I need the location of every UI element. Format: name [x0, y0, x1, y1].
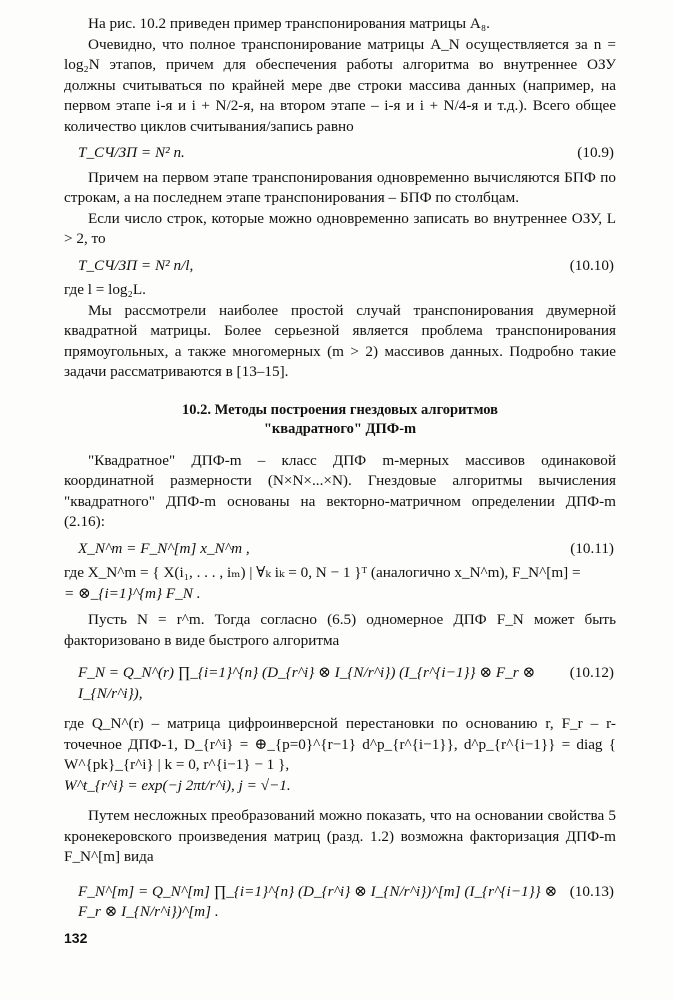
equation-formula: T_СЧ/ЗП = N² n/l,	[78, 256, 194, 274]
formula-twiddle: W^t_{r^i} = exp(−j 2πt/r^i), j = √−1.	[64, 776, 291, 794]
page-number: 132	[64, 930, 88, 946]
equation-10-11	[64, 539, 616, 560]
paragraph-transpose-stages: Очевидно, что полное транспонирование матрицы A_N осуществляется за n = log₂N этапов, причем для обеспечения работы алгоритма во внутреннее ОЗУ должны считываться по крайней мере две строки массива данных (например, на первом этапе i-я и i + N/2-я, на втором этапе – i-я и i + N/4-я и т.д.). Всего общее количество циклов считывания/запись равно	[64, 35, 616, 135]
equation-10-10	[64, 256, 616, 277]
equation-number: (10.13)	[569, 882, 614, 900]
formula-kronecker-product: = ⊗_{i=1}^{m} F_N .	[64, 584, 201, 602]
equation-number: (10.9)	[577, 144, 614, 161]
paragraph-where-q: где Q_N^(r) – матрица цифроинверсной перестановки по основанию r, F_r – r-точечное ДПФ-1, D_{r^i} = ⊕_{p=0}^{r−1} d^p_{r^{i−1}}, d^p_{r^{i−1}} = diag { W^{pk}_{r^i} | k = 0, r^{i−1} − 1 },	[64, 715, 616, 773]
paragraph-factorization: Путем несложных преобразований можно показать, что на основании свойства 5 кронекеровского произведения матриц (разд. 1.2) возможна факторизация ДПФ-m F_N^[m] вида	[64, 807, 616, 865]
equation-formula: F_N^[m] = Q_N^[m] ∏_{i=1}^{n} (D_{r^i} ⊗ I_{N/r^i})^[m] (I_{r^{i−1}} ⊗ F_r ⊗ I_{N/r^i})^[m] .	[78, 882, 558, 920]
paragraph-where-l: где l = log₂L.	[64, 281, 146, 298]
paragraph-intro: На рис. 10.2 приведен пример транспонирования матрицы A₈.	[88, 15, 490, 32]
equation-formula: X_N^m = F_N^[m] x_N^m ,	[78, 539, 250, 557]
equation-10-13	[64, 882, 616, 923]
paragraph-let-n: Пусть N = r^m. Тогда согласно (6.5) одномерное ДПФ F_N может быть факторизовано в виде быстрого алгоритма	[64, 611, 616, 649]
paragraph-where-x: где X_N^m = { X(i₁, . . . , iₘ) | ∀ₖ iₖ = 0, N − 1 }ᵀ (аналогично x_N^m), F_N^[m] =	[64, 564, 581, 581]
section-heading	[64, 401, 616, 439]
equation-formula: T_СЧ/ЗП = N² n.	[78, 144, 185, 161]
equation-number: (10.10)	[569, 256, 614, 274]
paragraph-fft-rows: Причем на первом этапе транспонирования одновременно вычисляются БПФ по строкам, а на последнем этапе транспонирования – БПФ по столбцам.	[64, 168, 616, 206]
section-heading-line1: 10.2. Методы построения гнездовых алгоритмов	[182, 401, 498, 418]
equation-formula: F_N = Q_N^(r) ∏_{i=1}^{n} (D_{r^i} ⊗ I_{N/r^i}) (I_{r^{i−1}} ⊗ F_r ⊗ I_{N/r^i}),	[78, 664, 536, 702]
equation-10-9	[64, 143, 616, 164]
page-body	[64, 14, 616, 933]
section-heading-line2: "квадратного" ДПФ-m	[263, 420, 417, 437]
paragraph-square-dft: "Квадратное" ДПФ-m – класс ДПФ m-мерных массивов одинаковой координатной размерности (N×N×...×N). Гнездовые алгоритмы вычисления "квадратного" ДПФ-m основаны на векторно-матричном определении ДПФ-m (2.16):	[64, 451, 616, 530]
equation-number: (10.12)	[569, 664, 614, 681]
paragraph-simple-case: Мы рассмотрели наиболее простой случай транспонирования двумерной квадратной матрицы. Более серьезной является проблема транспонирования прямоугольных, а также многомерных (m > 2) массивов данных. Подробно такие задачи рассматриваются в [13–15].	[64, 301, 616, 380]
equation-number: (10.11)	[570, 539, 614, 557]
paragraph-ram-rows: Если число строк, которые можно одновременно записать во внутреннее ОЗУ, L > 2, то	[64, 209, 616, 247]
equation-10-12	[64, 663, 616, 704]
